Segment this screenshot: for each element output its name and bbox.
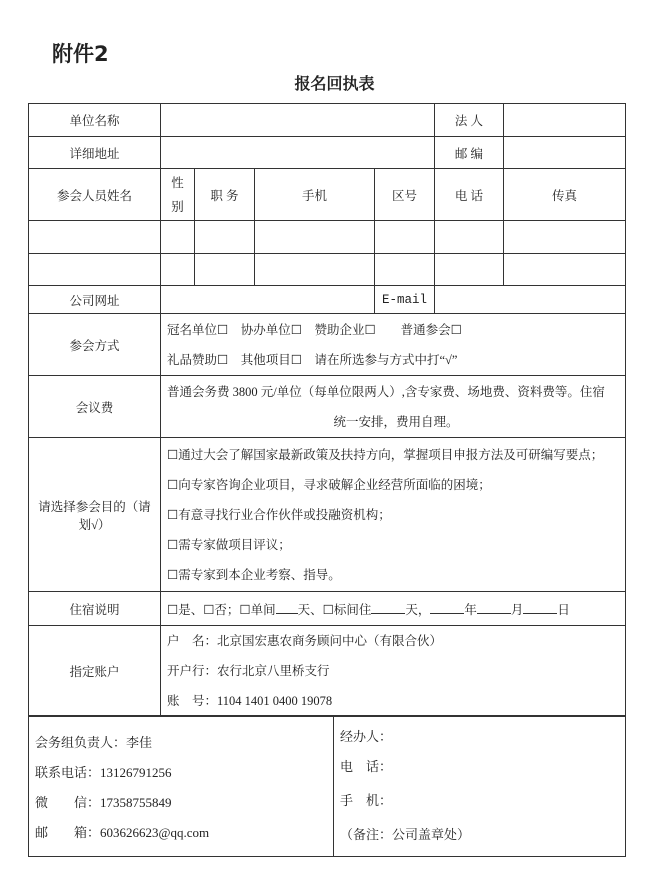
handler-phone: 电 话： [340,759,393,774]
cell[interactable] [29,254,161,286]
gender-label-2: 别 [171,199,184,214]
cell[interactable] [255,221,375,254]
attendee-label: 参会人员姓名 [29,169,161,221]
unit-name-field[interactable] [161,104,435,137]
method-option[interactable]: 其他项目☐ [240,352,302,367]
method-option[interactable]: 冠名单位☐ [167,322,229,337]
postcode-label: 邮 编 [435,137,504,169]
registration-table [28,103,626,717]
cell[interactable] [435,221,504,254]
cell[interactable] [255,254,375,286]
month-blank[interactable] [477,601,511,614]
contact-phone: 联系电话：13126791256 [35,765,172,780]
purpose-label: 请选择参会目的（请划√） [29,438,161,592]
handler-mobile: 手 机： [340,793,393,808]
fax-label: 传真 [504,169,626,221]
contact-table [28,715,626,857]
lodging-text: 天， [405,602,431,617]
fee-label: 会议费 [29,376,161,438]
double-days-blank[interactable] [371,601,405,614]
contact-wechat: 微 信：17358755849 [35,795,172,810]
method-hint: 请在所选参与方式中打“√” [314,352,458,367]
cell[interactable] [161,221,195,254]
postcode-field[interactable] [504,137,626,169]
cell[interactable] [435,254,504,286]
phone-label: 电 话 [435,169,504,221]
email-field[interactable] [435,286,626,314]
handler-section[interactable] [334,716,626,857]
cell[interactable] [375,254,435,286]
method-options [161,314,626,376]
mobile-label: 手机 [255,169,375,221]
website-label: 公司网址 [29,286,161,314]
handler-person: 经办人： [340,729,393,744]
lodging-text: 月 [510,602,524,617]
legal-field[interactable] [504,104,626,137]
gender-label-1: 性 [171,175,184,190]
cell[interactable] [29,221,161,254]
purpose-option[interactable]: ☐向专家咨询企业项目，寻求破解企业经营所面临的困境； [167,477,491,492]
purpose-option[interactable]: ☐通过大会了解国家最新政策及扶持方向，掌握项目申报方法及可研编写要点； [167,447,604,462]
website-field[interactable] [161,286,375,314]
method-option[interactable]: 协办单位☐ [240,322,302,337]
address-label: 详细地址 [29,137,161,169]
method-option[interactable]: 普通参会☐ [400,322,462,337]
cell[interactable] [504,254,626,286]
purpose-options [161,438,626,592]
contact-email: 邮 箱：603626623@qq.com [35,825,210,840]
method-option[interactable]: 礼品赞助☐ [167,352,229,367]
legal-label: 法 人 [435,104,504,137]
cell[interactable] [504,221,626,254]
method-option[interactable]: 赞助企业☐ [314,322,376,337]
account-label: 指定账户 [29,626,161,717]
purpose-option[interactable]: ☐需专家到本企业考察、指导。 [167,567,341,582]
address-field[interactable] [161,137,435,169]
fee-line: 普通会务费 3800 元/单位（每单位限两人）,含专家费、场地费、资料费等。住宿 [167,384,605,399]
form-title: 报名回执表 [294,74,375,93]
method-label: 参会方式 [29,314,161,376]
lodging-text: 天、☐标间住 [297,602,372,617]
single-days-blank[interactable] [276,601,298,614]
gender-label [161,169,195,221]
lodging-label: 住宿说明 [29,592,161,626]
lodging-text: ☐是、☐否；☐单间 [167,602,276,617]
account-info [161,626,626,717]
account-bank: 开户行：农行北京八里桥支行 [167,664,330,678]
lodging-text: 日 [557,602,570,617]
cell[interactable] [195,221,255,254]
attendee-row [29,221,626,254]
cell[interactable] [375,221,435,254]
attachment-label: 附件2 [52,42,109,66]
cell[interactable] [161,254,195,286]
email-label: E-mail [375,286,435,314]
lodging-text: 年 [464,602,477,617]
purpose-option[interactable]: ☐需专家做项目评议； [167,537,291,552]
area-code-label: 区号 [375,169,435,221]
day-blank[interactable] [523,601,557,614]
fee-line: 统一安排，费用自理。 [333,414,459,429]
purpose-option[interactable]: ☐有意寻找行业合作伙伴或投融资机构； [167,507,391,522]
position-label: 职 务 [195,169,255,221]
account-name: 户 名：北京国宏惠农商务顾问中心（有限合伙） [167,634,443,648]
contact-lead: 会务组负责人：李佳 [35,735,153,750]
fee-text [161,376,626,438]
stamp-note: （备注：公司盖章处） [340,827,471,842]
account-number: 账 号：1104 1401 0400 19078 [167,694,333,708]
attendee-row [29,254,626,286]
organizer-contact [29,716,334,857]
year-blank[interactable] [430,601,464,614]
unit-name-label: 单位名称 [29,104,161,137]
cell[interactable] [195,254,255,286]
lodging-options[interactable] [161,592,626,626]
